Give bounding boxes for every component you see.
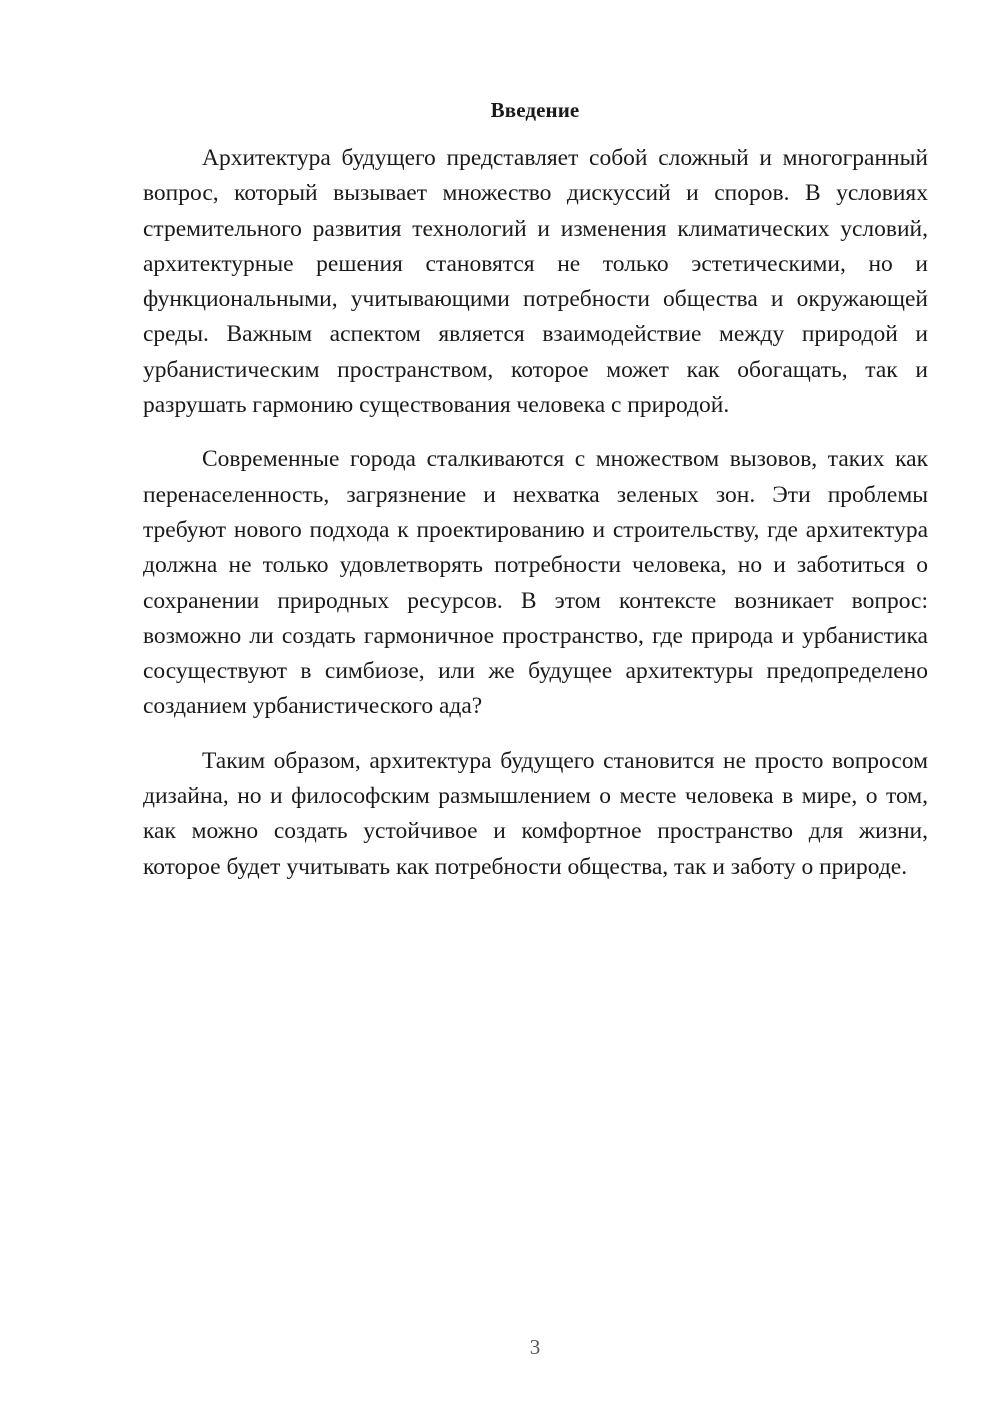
body-text xyxy=(143,141,928,885)
section-heading: Введение xyxy=(490,98,580,122)
paragraph-1: Архитектура будущего представляет собой сложный и многогранный вопрос, который вызывает множество дискуссий и споров. В условиях стремительного развития технологий и изменения климатических условий, архитектурные решения становятся не только эстетическими, но и функциональными, учитывающими потребности общества и окружающей среды. Важным аспектом является взаимодействие между природой и урбанистическим пространством, которое может как обогащать, так и разрушать гармонию существования человека с природой. xyxy=(143,145,928,419)
page-number: 3 xyxy=(529,1335,541,1359)
paragraph-3: Таким образом, архитектура будущего становится не просто вопросом дизайна, но и философским размышлением о месте человека в мире, о том, как можно создать устойчивое и комфортное пространство для жизни, которое будет учитывать как потребности общества, так и заботу о природе. xyxy=(143,747,928,880)
paragraph-2: Современные города сталкиваются с множеством вызовов, таких как перенаселенность, загрязнение и нехватка зеленых зон. Эти проблемы требуют нового подхода к проектированию и строительству, где архитектура должна не только удовлетворять потребности человека, но и заботиться о сохранении природных ресурсов. В этом контексте возникает вопрос: возможно ли создать гармоничное пространство, где природа и урбанистика сосуществуют в симбиозе, или же будущее архитектуры предопределено созданием урбанистического ада? xyxy=(143,446,928,720)
